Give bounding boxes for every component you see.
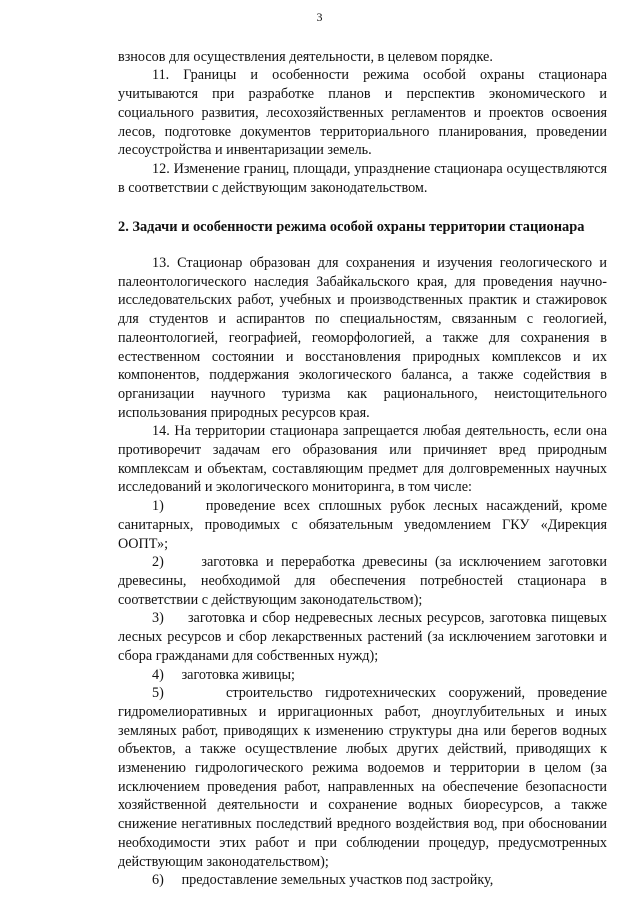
prohibited-activities-list [118, 497, 607, 890]
paragraph-14: 14. На территории стационара запрещается любая деятельность, если она противоречит задачам его образования или причиняет вред природным комплексам и объектам, составляющим предмет для долговременных научных исследований и экологического мониторинга, в том числе: [118, 423, 607, 496]
list-item-number: 3) [152, 610, 164, 627]
list-item-number: 1) [152, 498, 164, 515]
list-item [118, 497, 607, 553]
paragraph-11: 11. Границы и особенности режима особой охраны стационара учитываются при разработке планов и перспектив экономического и социального развития, лесохозяйственных регламентов и проектов освоения лесов, подготовке документов территориального планирования, проведении лесоустройства и инвентаризации земель. [118, 67, 607, 159]
list-item-text: проведение всех сплошных рубок лесных насаждений, кроме санитарных, проводимых с обязательным уведомлением ГКУ «Дирекция ООПТ»; [118, 498, 608, 552]
section-heading: 2. Задачи и особенности режима особой охраны территории стационара [118, 219, 585, 236]
list-item-number: 4) [152, 666, 164, 683]
page-number: 3 [316, 10, 323, 24]
list-item [118, 666, 607, 685]
list-item [118, 609, 607, 665]
list-item [118, 871, 607, 890]
paragraph-12: 12. Изменение границ, площади, упразднение стационара осуществляются в соответствии с действующим законодательством. [118, 160, 607, 196]
list-item-text: заготовка и переработка древесины (за исключением заготовки древесины, необходимой для обеспечения потребностей стационара в соответствии с действующим законодательством); [118, 554, 608, 608]
intro-tail: взносов для осуществления деятельности, в целевом порядке. [118, 48, 493, 65]
list-item [118, 684, 607, 871]
list-item-text: заготовка и сбор недревесных лесных ресурсов, заготовка пищевых лесных ресурсов и сбор лекарственных растений (за исключением заготовки и сбора гражданами для собственных нужд); [118, 610, 608, 664]
list-item [118, 553, 607, 609]
list-item-text: строительство гидротехнических сооружений, проведение гидромелиоративных и ирригационных работ, дноуглубительных и иных земляных работ, приводящих к изменению структуры дна или берегов водных объектов, а также осуществление любых других действий, приводящих к изменению гидрологического режима водоемов и территории в целом (за исключением проведения работ, направленных на обеспечение безопасности хозяйственной деятельности и сохранение водных биоресурсов, а также снижение негативных последствий вредного воздействия вод, при обосновании необходимости этих работ и при соблюдении процедур, предусмотренных действующим законодательством); [118, 685, 607, 870]
list-item-number: 6) [152, 872, 164, 889]
list-item-text: предоставление земельных участков под застройку, [181, 872, 494, 889]
list-item-text: заготовка живицы; [181, 666, 295, 683]
list-item-number: 2) [152, 554, 164, 571]
paragraph-13: 13. Стационар образован для сохранения и изучения геологического и палеонтологического наследия Забайкальского края, для проведения научно-исследовательских работ, учебных и производственных практик и стажировок для студентов и аспирантов по специальностям, связанным с геологией, палеонтологией, географией, геоморфологией, а также для сохранения в естественном состоянии и восстановления природных комплексов и их компонентов, поддержания экологического баланса, а также содействия в организации научного туризма как рационального, неистощительного использования природных ресурсов края. [118, 255, 607, 421]
list-item-number: 5) [152, 685, 164, 702]
